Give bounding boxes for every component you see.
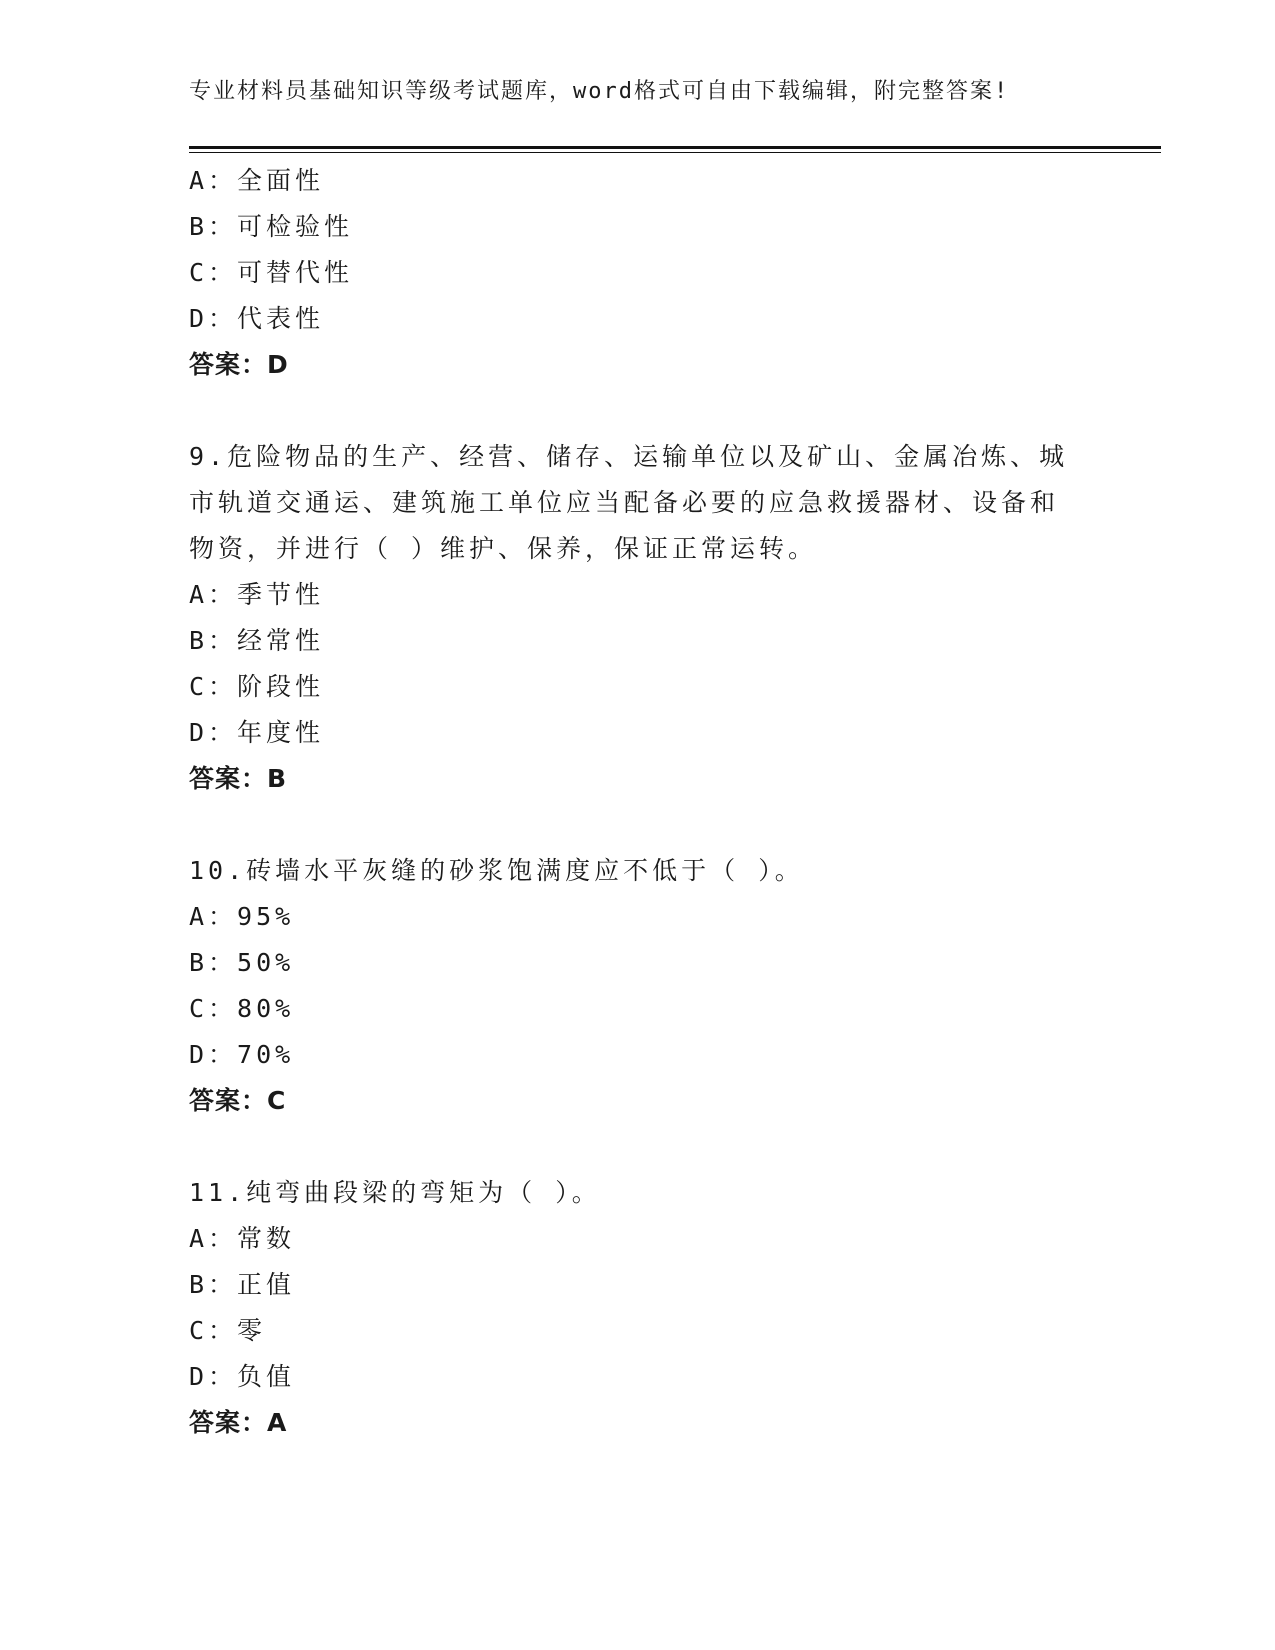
header-rule-thin bbox=[189, 152, 1161, 153]
option-b: B：可检验性 bbox=[189, 212, 354, 241]
question-8 bbox=[189, 158, 1069, 388]
option-b: B：经常性 bbox=[189, 626, 325, 655]
question-11 bbox=[189, 1170, 1069, 1446]
spacer bbox=[189, 802, 1069, 848]
option-b: B：50% bbox=[189, 948, 295, 977]
answer-line: 答案：C bbox=[189, 1086, 287, 1115]
option-c: C：80% bbox=[189, 994, 295, 1023]
question-stem: 11.纯弯曲段梁的弯矩为（ ）。 bbox=[189, 1178, 601, 1207]
option-b: B：正值 bbox=[189, 1270, 296, 1299]
option-a: A：全面性 bbox=[189, 166, 325, 195]
option-d: D：代表性 bbox=[189, 304, 325, 333]
question-9 bbox=[189, 434, 1069, 802]
option-d: D：负值 bbox=[189, 1362, 296, 1391]
option-c: C：可替代性 bbox=[189, 258, 354, 287]
answer-line: 答案：D bbox=[189, 350, 289, 379]
option-d: D：年度性 bbox=[189, 718, 325, 747]
answer-line: 答案：A bbox=[189, 1408, 288, 1437]
spacer bbox=[189, 388, 1069, 434]
option-a: A：95% bbox=[189, 902, 295, 931]
question-10 bbox=[189, 848, 1069, 1124]
option-c: C：零 bbox=[189, 1316, 267, 1345]
question-stem: 9.危险物品的生产、经营、储存、运输单位以及矿山、金属冶炼、城市轨道交通运、建筑施工单位应当配备必要的应急救援器材、设备和物资，并进行（ ）维护、保养，保证正常运转。 bbox=[189, 442, 1069, 563]
option-a: A：常数 bbox=[189, 1224, 296, 1253]
option-d: D：70% bbox=[189, 1040, 295, 1069]
question-stem: 10.砖墙水平灰缝的砂浆饱满度应不低于（ ）。 bbox=[189, 856, 804, 885]
spacer bbox=[189, 1124, 1069, 1170]
header-rule-thick bbox=[189, 146, 1161, 149]
option-a: A：季节性 bbox=[189, 580, 325, 609]
page-header: 专业材料员基础知识等级考试题库，word格式可自由下载编辑，附完整答案! bbox=[189, 79, 1010, 104]
option-c: C：阶段性 bbox=[189, 672, 325, 701]
answer-line: 答案：B bbox=[189, 764, 288, 793]
question-list bbox=[189, 158, 1069, 1446]
